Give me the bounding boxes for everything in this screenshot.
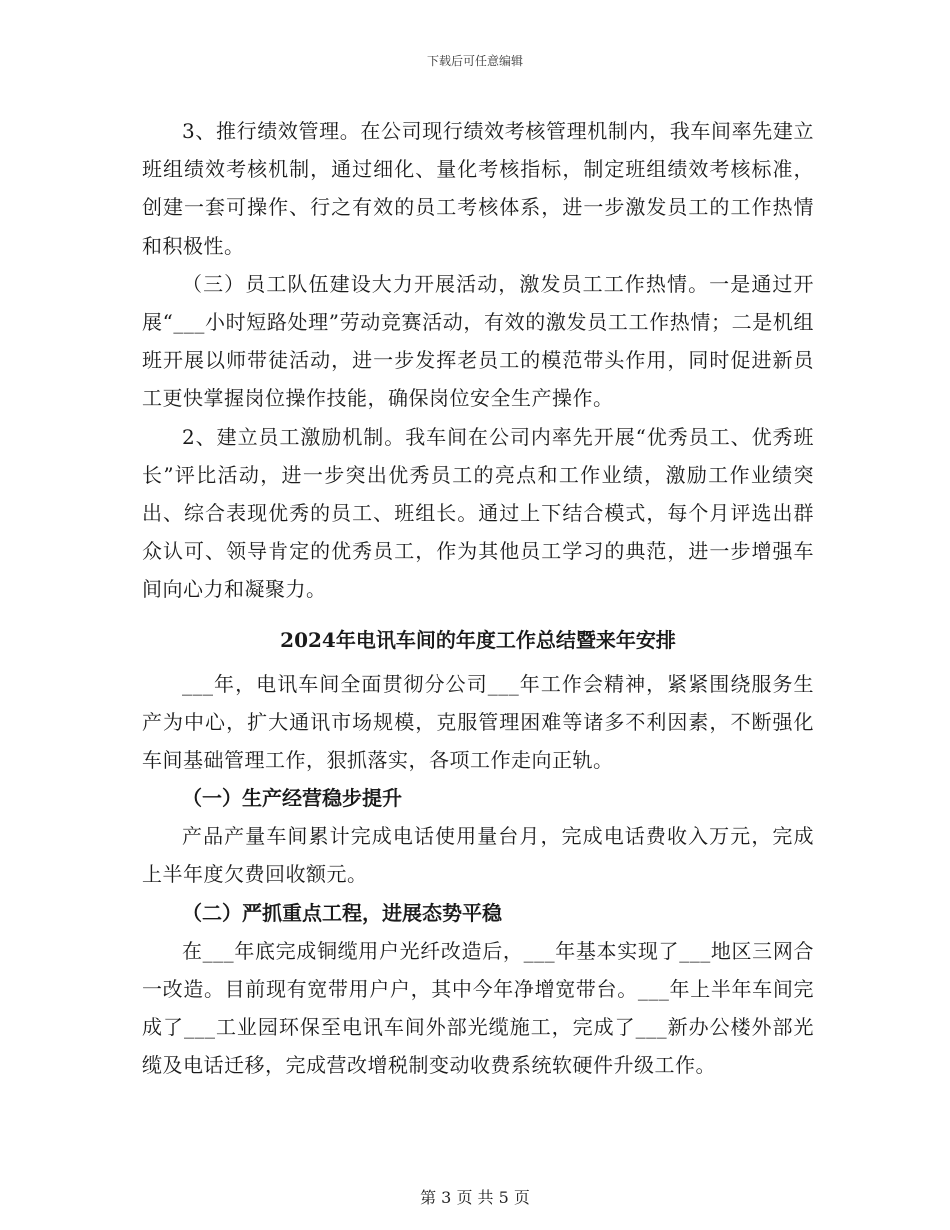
paragraph-incentive-mechanism: 2、建立员工激励机制。我车间在公司内率先开展“优秀员工、优秀班长”评比活动，进一步突出优秀员工的亮点和工作业绩，激励工作业绩突出、综合表现优秀的员工、班组长。通过上下结合模式，每个月评选出群众认可、领导肯定的优秀员工，作为其他员工学习的典范，进一步增强车间向心力和凝聚力。 [142,424,814,602]
paragraph-key-projects: 在___年底完成铜缆用户光纤改造后，___年基本实现了___地区三网合一改造。目前现有宽带用户户，其中今年净增宽带台。___年上半年车间完成了___工业园环保至电讯车间外部光缆施工，完成了___新办公楼外部光缆及电话迁移，完成营改增税制变动收费系统软硬件升级工作。 [142,938,814,1078]
paragraph-team-building: （三）员工队伍建设大力开展活动，激发员工工作热情。一是通过开展“___小时短路处理”劳动竞赛活动，有效的激发员工工作热情；二是机组班开展以师带徒活动，进一步发挥老员工的模范带头作用，同时促进新员工更快掌握岗位操作技能，确保岗位安全生产操作。 [142,271,814,411]
section-heading-production: （一）生产经营稳步提升 [182,786,402,811]
page-header: 下载后可任意编辑 [426,54,523,68]
section-heading-key-projects: （二）严抓重点工程，进展态势平稳 [182,900,502,925]
paragraph-performance-management: 3、推行绩效管理。在公司现行绩效考核管理机制内，我车间率先建立班组绩效考核机制，通过细化、量化考核指标，制定班组绩效考核标准，创建一套可操作、行之有效的员工考核体系，进一步激发员工的工作热情和积极性。 [142,119,814,258]
paragraph-intro: ___年，电讯车间全面贯彻分公司___年工作会精神，紧紧围绕服务生产为中心，扩大通讯市场规模，克服管理困难等诸多不利因素，不断强化车间基础管理工作，狠抓落实，各项工作走向正轨。 [142,671,814,773]
paragraph-production: 产品产量车间累计完成电话使用量台月，完成电话费收入万元，完成上半年度欠费回收额元。 [142,824,814,887]
document-title: 2024年电讯车间的年度工作总结暨来年安排 [280,627,676,652]
document-body [142,112,814,1084]
page-footer: 第 3 页 共 5 页 [420,1188,530,1207]
